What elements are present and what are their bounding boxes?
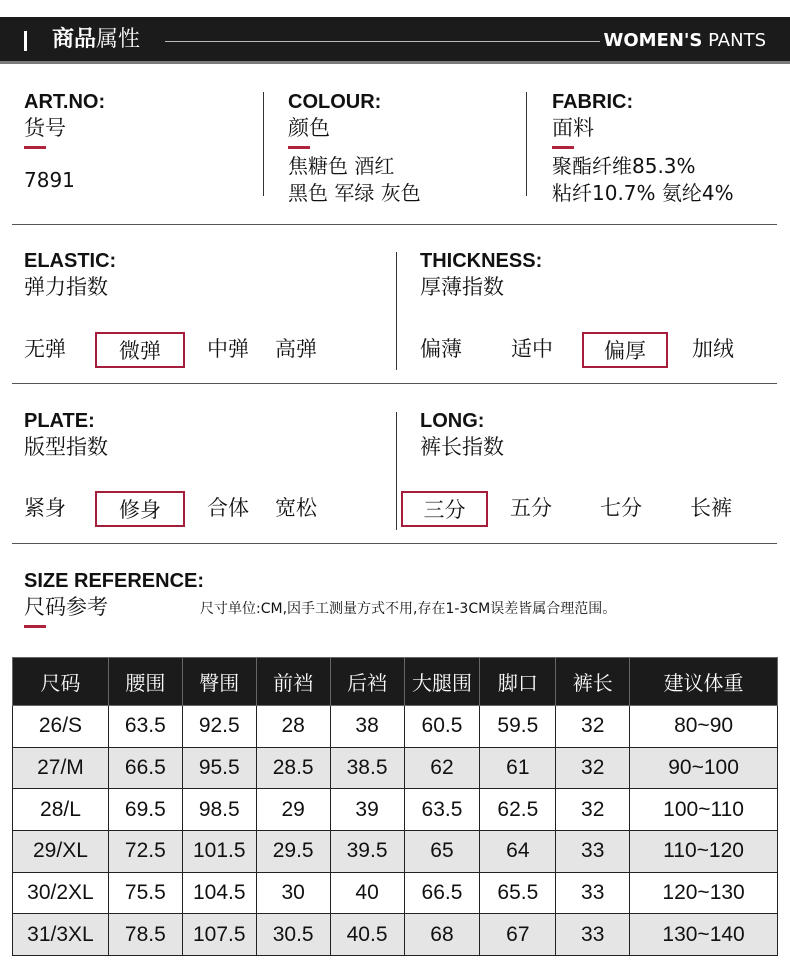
table-cell: 29 xyxy=(256,789,330,831)
table-cell: 33 xyxy=(556,872,630,914)
table-cell: 26/S xyxy=(13,706,109,748)
table-cell: 38.5 xyxy=(330,747,404,789)
table-cell: 72.5 xyxy=(108,831,182,873)
table-row xyxy=(13,914,778,956)
long-option: 七分 xyxy=(600,496,642,520)
table-row xyxy=(13,872,778,914)
colour-block xyxy=(288,90,421,207)
colour-dash xyxy=(288,146,310,149)
table-cell: 66.5 xyxy=(108,747,182,789)
table-cell: 33 xyxy=(556,831,630,873)
artno-label-cn: 货号 xyxy=(24,116,66,140)
size-table-column-header: 裤长 xyxy=(556,658,630,706)
artno-value: 7891 xyxy=(24,168,75,192)
table-cell: 40.5 xyxy=(330,914,404,956)
size-reference-label-cn: 尺码参考 xyxy=(24,595,108,619)
thickness-option: 适中 xyxy=(511,337,553,361)
size-table-column-header: 脚口 xyxy=(480,658,556,706)
table-cell: 65.5 xyxy=(480,872,556,914)
long-heading xyxy=(420,409,504,461)
long-option: 五分 xyxy=(510,496,552,520)
header-accent-bar xyxy=(24,31,27,51)
colour-label-cn: 颜色 xyxy=(288,116,330,140)
elastic-option: 中弹 xyxy=(207,337,249,361)
table-cell: 101.5 xyxy=(182,831,256,873)
long-option: 长裤 xyxy=(690,496,732,520)
thickness-label-en: THICKNESS: xyxy=(420,250,543,272)
thickness-heading xyxy=(420,249,542,301)
table-cell: 90~100 xyxy=(630,747,778,789)
fabric-value-1: 聚酯纤维85.3% xyxy=(552,154,696,178)
fabric-dash xyxy=(552,146,574,149)
table-cell: 120~130 xyxy=(630,872,778,914)
table-cell: 31/3XL xyxy=(13,914,109,956)
table-cell: 28 xyxy=(256,706,330,748)
thickness-option-selected: 偏厚 xyxy=(582,332,668,368)
size-table-column-header: 建议体重 xyxy=(630,658,778,706)
table-cell: 62.5 xyxy=(480,789,556,831)
plate-options xyxy=(24,491,365,527)
colour-value-2: 黑色 军绿 灰色 xyxy=(288,181,421,205)
size-reference-heading xyxy=(24,569,204,628)
size-table-header xyxy=(13,658,778,706)
fabric-label-cn: 面料 xyxy=(552,116,594,140)
plate-option-selected: 修身 xyxy=(95,491,185,527)
size-reference-label-en: SIZE REFERENCE: xyxy=(24,570,205,592)
table-cell: 130~140 xyxy=(630,914,778,956)
size-reference-note: 尺寸单位:CM,因手工测量方式不用,存在1-3CM误差皆属合理范围。 xyxy=(200,601,617,617)
table-cell: 67 xyxy=(480,914,556,956)
table-cell: 100~110 xyxy=(630,789,778,831)
table-cell: 107.5 xyxy=(182,914,256,956)
size-table-column-header: 前裆 xyxy=(256,658,330,706)
table-cell: 69.5 xyxy=(108,789,182,831)
artno-block xyxy=(24,90,105,194)
size-table xyxy=(12,657,778,956)
divider xyxy=(263,92,264,196)
table-cell: 33 xyxy=(556,914,630,956)
thickness-label-cn: 厚薄指数 xyxy=(420,275,504,299)
fabric-value-2: 粘纤10.7% 氨纶4% xyxy=(552,181,734,205)
size-table-column-header: 腰围 xyxy=(108,658,182,706)
table-cell: 40 xyxy=(330,872,404,914)
table-cell: 95.5 xyxy=(182,747,256,789)
table-row xyxy=(13,747,778,789)
table-cell: 68 xyxy=(404,914,480,956)
elastic-heading xyxy=(24,249,116,301)
table-cell: 63.5 xyxy=(404,789,480,831)
elastic-label-cn: 弹力指数 xyxy=(24,275,108,299)
plate-heading xyxy=(24,409,108,461)
table-cell: 62 xyxy=(404,747,480,789)
table-cell: 38 xyxy=(330,706,404,748)
table-row xyxy=(13,789,778,831)
table-cell: 78.5 xyxy=(108,914,182,956)
table-cell: 60.5 xyxy=(404,706,480,748)
table-cell: 27/M xyxy=(13,747,109,789)
table-cell: 28.5 xyxy=(256,747,330,789)
elastic-option-selected: 微弹 xyxy=(95,332,185,368)
header-english: WOMEN'S PANTS xyxy=(603,30,766,51)
header-title: 商品属性 xyxy=(52,27,141,52)
table-cell: 59.5 xyxy=(480,706,556,748)
table-cell: 39.5 xyxy=(330,831,404,873)
table-row xyxy=(13,706,778,748)
size-table-column-header: 后裆 xyxy=(330,658,404,706)
table-cell: 104.5 xyxy=(182,872,256,914)
table-cell: 75.5 xyxy=(108,872,182,914)
table-cell: 29/XL xyxy=(13,831,109,873)
long-options xyxy=(401,491,758,527)
table-cell: 80~90 xyxy=(630,706,778,748)
table-cell: 61 xyxy=(480,747,556,789)
long-option-selected: 三分 xyxy=(401,491,488,527)
table-cell: 92.5 xyxy=(182,706,256,748)
colour-value-1: 焦糖色 酒红 xyxy=(288,154,395,178)
long-label-cn: 裤长指数 xyxy=(420,435,504,459)
divider xyxy=(396,252,397,370)
table-cell: 66.5 xyxy=(404,872,480,914)
divider xyxy=(396,412,397,530)
plate-label-cn: 版型指数 xyxy=(24,435,108,459)
thickness-options xyxy=(420,332,758,368)
elastic-options xyxy=(24,332,365,368)
header-rule xyxy=(165,41,600,42)
table-row xyxy=(13,831,778,873)
long-label-en: LONG: xyxy=(420,410,485,432)
elastic-label-en: ELASTIC: xyxy=(24,250,117,272)
colour-label-en: COLOUR: xyxy=(288,91,382,113)
table-cell: 30/2XL xyxy=(13,872,109,914)
thickness-option: 加绒 xyxy=(692,337,734,361)
header-bar xyxy=(0,17,790,64)
table-cell: 64 xyxy=(480,831,556,873)
section-divider xyxy=(12,224,777,225)
table-cell: 28/L xyxy=(13,789,109,831)
table-cell: 98.5 xyxy=(182,789,256,831)
size-table-column-header: 尺码 xyxy=(13,658,109,706)
table-cell: 30 xyxy=(256,872,330,914)
table-cell: 39 xyxy=(330,789,404,831)
table-cell: 29.5 xyxy=(256,831,330,873)
table-cell: 30.5 xyxy=(256,914,330,956)
thickness-option: 偏薄 xyxy=(420,337,462,361)
plate-option: 紧身 xyxy=(24,496,66,520)
elastic-option: 高弹 xyxy=(275,337,317,361)
divider xyxy=(526,92,527,196)
plate-label-en: PLATE: xyxy=(24,410,95,432)
table-cell: 32 xyxy=(556,747,630,789)
table-cell: 32 xyxy=(556,706,630,748)
artno-label-en: ART.NO: xyxy=(24,91,106,113)
plate-option: 宽松 xyxy=(275,496,317,520)
fabric-block xyxy=(552,90,734,207)
table-cell: 63.5 xyxy=(108,706,182,748)
section-divider xyxy=(12,383,777,384)
size-reference-dash xyxy=(24,625,46,628)
section-divider xyxy=(12,543,777,544)
table-cell: 65 xyxy=(404,831,480,873)
fabric-label-en: FABRIC: xyxy=(552,91,634,113)
size-table-column-header: 大腿围 xyxy=(404,658,480,706)
table-cell: 32 xyxy=(556,789,630,831)
table-cell: 110~120 xyxy=(630,831,778,873)
elastic-option: 无弹 xyxy=(24,337,66,361)
artno-dash xyxy=(24,146,46,149)
size-table-column-header: 臀围 xyxy=(182,658,256,706)
plate-option: 合体 xyxy=(207,496,249,520)
